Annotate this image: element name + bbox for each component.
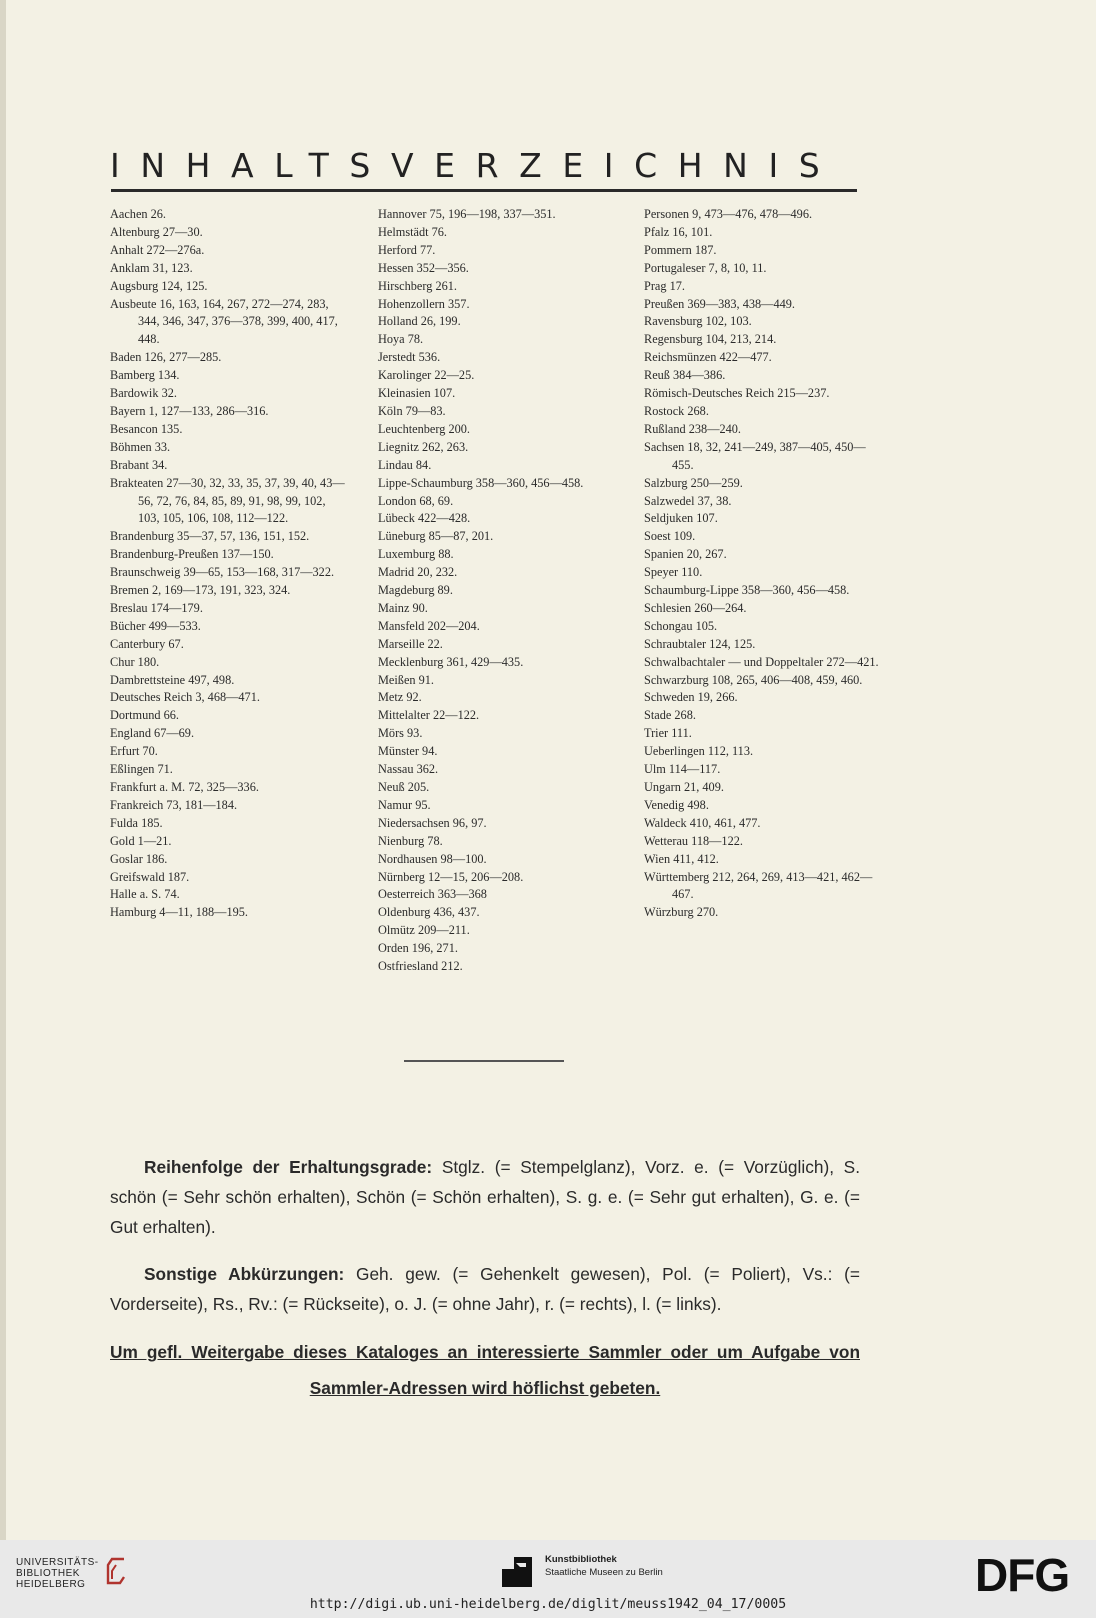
index-entry: Goslar 186. (110, 851, 168, 866)
index-entry: Salzwedel 37, 38. (644, 493, 732, 508)
index-entry: Würzburg 270. (644, 905, 719, 920)
grades-text: Stglz. (= Stempelglanz), Vorz. e. (= Vorzüglich), S. schön (= Sehr schön erhalten), Schön (= Schön erhalten), S. g. e. (= Sehr gut erhalten), G. e. (= Gut erhalten). (110, 1157, 860, 1238)
index-entry: Aachen 26. (110, 207, 166, 221)
index-entry: Lippe-Schaumburg 358—360, 456—458. (378, 475, 584, 490)
index-entry: Mittelalter 22—122. (378, 708, 480, 723)
index-entry: Bremen 2, 169—173, 191, 323, 324. (110, 583, 291, 598)
index-entry: Reuß 384—386. (644, 368, 726, 383)
index-entry: Brandenburg-Preußen 137—150. (110, 547, 274, 562)
index-entry: Holland 26, 199. (378, 314, 461, 329)
index-entry: Hessen 352—356. (378, 260, 469, 275)
index-entry: Regensburg 104, 213, 214. (644, 332, 777, 347)
index-entry: Lüneburg 85—87, 201. (378, 529, 494, 544)
index-entry: Augsburg 124, 125. (110, 278, 208, 293)
grades-paragraph (110, 1152, 860, 1242)
index-entry: Pommern 187. (644, 242, 717, 257)
index-entry: Portugaleser 7, 8, 10, 11. (644, 260, 767, 275)
kunstbibliothek-mark-icon (502, 1557, 532, 1587)
index-entry: Stade 268. (644, 708, 696, 723)
index-entry: Baden 126, 277—285. (110, 350, 222, 365)
ub-mark-icon (104, 1557, 126, 1587)
index-entry: Mecklenburg 361, 429—435. (378, 654, 524, 669)
index-entry: Herford 77. (378, 242, 436, 257)
index-entry: Gold 1—21. (110, 833, 172, 848)
index-entry: Mainz 90. (378, 600, 428, 615)
grades-label: Reihenfolge der Erhaltungsgrade: (144, 1157, 433, 1178)
index-entry: Bamberg 134. (110, 368, 180, 383)
index-column-2 (378, 206, 613, 976)
index-entry: Lindau 84. (378, 457, 432, 472)
index-entry: Spanien 20, 267. (644, 547, 727, 562)
index-entry: Sachsen 18, 32, 241—249, 387—405, 450—455. (644, 439, 866, 472)
index-entry: Greifswald 187. (110, 869, 190, 884)
index-entry: Hoya 78. (378, 332, 424, 347)
index-entry: Brakteaten 27—30, 32, 33, 35, 37, 39, 40, 43—56, 72, 76, 84, 85, 89, 91, 98, 99, 102, 103, 105, 106, 108, 112—122. (110, 475, 345, 526)
index-entry: Ulm 114—117. (644, 762, 721, 777)
index-entry: Bayern 1, 127—133, 286—316. (110, 403, 269, 418)
page-url[interactable]: http://digi.ub.uni-heidelberg.de/diglit/meuss1942_04_17/0005 (309, 1597, 787, 1612)
index-entry: Karolinger 22—25. (378, 368, 475, 383)
section-divider (404, 1060, 564, 1062)
index-entry: Canterbury 67. (110, 636, 184, 651)
ub-logo-line-2: BIBLIOTHEK (16, 1568, 80, 1579)
index-entry: Böhmen 33. (110, 439, 171, 454)
index-entry: Ueberlingen 112, 113. (644, 744, 754, 759)
index-entry: Salzburg 250—259. (644, 475, 743, 490)
page-edge (0, 0, 6, 1540)
index-entry: Eßlingen 71. (110, 762, 173, 777)
index-entry: Anklam 31, 123. (110, 260, 193, 275)
index-entry: Waldeck 410, 461, 477. (644, 815, 761, 830)
index-entry: Olmütz 209—211. (378, 923, 470, 938)
index-entry: Oesterreich 363—368 (378, 887, 487, 902)
index-entry: Wetterau 118—122. (644, 833, 743, 848)
index-entry: Soest 109. (644, 529, 696, 544)
index-entry: Kleinasien 107. (378, 386, 456, 401)
index-entry: Dambrettsteine 497, 498. (110, 672, 235, 687)
index-entry: England 67—69. (110, 726, 195, 741)
index-entry: Magdeburg 89. (378, 583, 453, 598)
index-entry: Preußen 369—383, 438—449. (644, 296, 795, 311)
index-entry: Ostfriesland 212. (378, 959, 463, 974)
index-entry: Pfalz 16, 101. (644, 224, 713, 239)
index-entry: Oldenburg 436, 437. (378, 905, 480, 920)
abbreviations-paragraph (110, 1259, 860, 1319)
index-entry: Marseille 22. (378, 636, 443, 651)
index-entry: Neuß 205. (378, 780, 430, 794)
index-entry: Ausbeute 16, 163, 164, 267, 272—274, 283, 344, 346, 347, 376—378, 399, 400, 417, 448. (110, 296, 338, 347)
index-entry: Jerstedt 536. (378, 350, 441, 365)
index-entry: Nienburg 78. (378, 833, 443, 848)
kunstbibliothek-name: Kunstbibliothek (545, 1554, 617, 1565)
index-column-1 (110, 206, 345, 922)
abbreviations-text: Geh. gew. (= Gehenkelt gewesen), Pol. (= Poliert), Vs.: (= Vorderseite), Rs., Rv.: (= Rückseite), o. J. (= ohne Jahr), r. (= rechts), l. (= links). (110, 1264, 860, 1315)
index-entry: Metz 92. (378, 690, 422, 705)
index-entry: Hannover 75, 196—198, 337—351. (378, 207, 556, 221)
index-entry: Fulda 185. (110, 815, 163, 830)
index-entry: Anhalt 272—276a. (110, 242, 205, 257)
index-entry: Prag 17. (644, 278, 685, 293)
index-entry: Madrid 20, 232. (378, 565, 458, 580)
index-entry: Brabant 34. (110, 457, 168, 472)
ub-heidelberg-logo[interactable] (16, 1557, 99, 1590)
index-entry: Personen 9, 473—476, 478—496. (644, 207, 813, 221)
index-entry: Braunschweig 39—65, 153—168, 317—322. (110, 565, 335, 580)
index-entry: Münster 94. (378, 744, 438, 759)
abbreviations-label: Sonstige Abkürzungen: (144, 1264, 345, 1285)
index-entry: Besancon 135. (110, 421, 183, 436)
index-entry: Dortmund 66. (110, 708, 179, 723)
index-entry: Frankfurt a. M. 72, 325—336. (110, 780, 259, 794)
kunstbibliothek-logo[interactable] (545, 1553, 663, 1579)
page-title: INHALTSVERZEICHNIS (110, 146, 841, 185)
index-entry: Rußland 238—240. (644, 421, 742, 436)
index-entry: Chur 180. (110, 654, 160, 669)
index-entry: Schongau 105. (644, 618, 718, 633)
index-entry: Rostock 268. (644, 403, 709, 418)
index-entry: Bücher 499—533. (110, 618, 201, 633)
index-entry: Meißen 91. (378, 672, 435, 687)
index-entry: Köln 79—83. (378, 403, 446, 418)
index-entry: Bardowik 32. (110, 386, 177, 401)
index-entry: Altenburg 27—30. (110, 224, 203, 239)
index-column-3 (644, 206, 879, 922)
index-entry: Hamburg 4—11, 188—195. (110, 905, 248, 920)
index-entry: Luxemburg 88. (378, 547, 454, 562)
title-rule (111, 189, 857, 192)
index-entry: Schaumburg-Lippe 358—360, 456—458. (644, 583, 850, 598)
index-entry: Speyer 110. (644, 565, 703, 580)
index-entry: Nassau 362. (378, 762, 439, 777)
index-entry: Württemberg 212, 264, 269, 413—421, 462—467. (644, 869, 873, 902)
dfg-logo[interactable]: DFG (975, 1549, 1070, 1601)
index-entry: Lübeck 422—428. (378, 511, 471, 526)
index-entry: Niedersachsen 96, 97. (378, 815, 487, 830)
index-entry: Orden 196, 271. (378, 941, 458, 956)
index-entry: Breslau 174—179. (110, 600, 203, 615)
index-entry: Römisch-Deutsches Reich 215—237. (644, 386, 830, 401)
index-entry: Mansfeld 202—204. (378, 618, 480, 633)
index-entry: Nordhausen 98—100. (378, 851, 487, 866)
index-entry: Hohenzollern 357. (378, 296, 470, 311)
ub-logo-line-1: UNIVERSITÄTS- (16, 1557, 99, 1568)
index-entry: Liegnitz 262, 263. (378, 439, 469, 454)
index-entry: Erfurt 70. (110, 744, 158, 759)
kunstbibliothek-subtitle: Staatliche Museen zu Berlin (545, 1567, 663, 1578)
index-entry: Helmstädt 76. (378, 224, 447, 239)
index-entry: Seldjuken 107. (644, 511, 718, 526)
collector-notice: Um gefl. Weitergabe dieses Kataloges an interessierte Sammler oder um Aufgabe von Sammler-Adressen wird höflichst gebeten. (110, 1342, 860, 1399)
index-entry: Schraubtaler 124, 125. (644, 636, 756, 651)
index-entry: Frankreich 73, 181—184. (110, 797, 238, 812)
index-entry: Ravensburg 102, 103. (644, 314, 752, 329)
index-entry: Brandenburg 35—37, 57, 136, 151, 152. (110, 529, 310, 544)
index-entry: Namur 95. (378, 797, 431, 812)
index-entry: Halle a. S. 74. (110, 887, 180, 902)
index-entry: Trier 111. (644, 726, 692, 741)
index-entry: Wien 411, 412. (644, 851, 719, 866)
index-entry: Schlesien 260—264. (644, 600, 747, 615)
index-entry: Schweden 19, 266. (644, 690, 738, 705)
ub-logo-line-3: HEIDELBERG (16, 1579, 86, 1590)
index-entry: Hirschberg 261. (378, 278, 458, 293)
index-entry: Nürnberg 12—15, 206—208. (378, 869, 524, 884)
index-entry: Reichsmünzen 422—477. (644, 350, 772, 365)
index-entry: Ungarn 21, 409. (644, 780, 724, 794)
index-entry: Schwalbachtaler — und Doppeltaler 272—421. (644, 654, 879, 669)
index-entry: Venedig 498. (644, 797, 709, 812)
index-entry: Deutsches Reich 3, 468—471. (110, 690, 260, 705)
index-entry: Leuchtenberg 200. (378, 421, 470, 436)
index-entry: Mörs 93. (378, 726, 423, 741)
index-entry: London 68, 69. (378, 493, 454, 508)
index-entry: Schwarzburg 108, 265, 406—408, 459, 460. (644, 672, 863, 687)
